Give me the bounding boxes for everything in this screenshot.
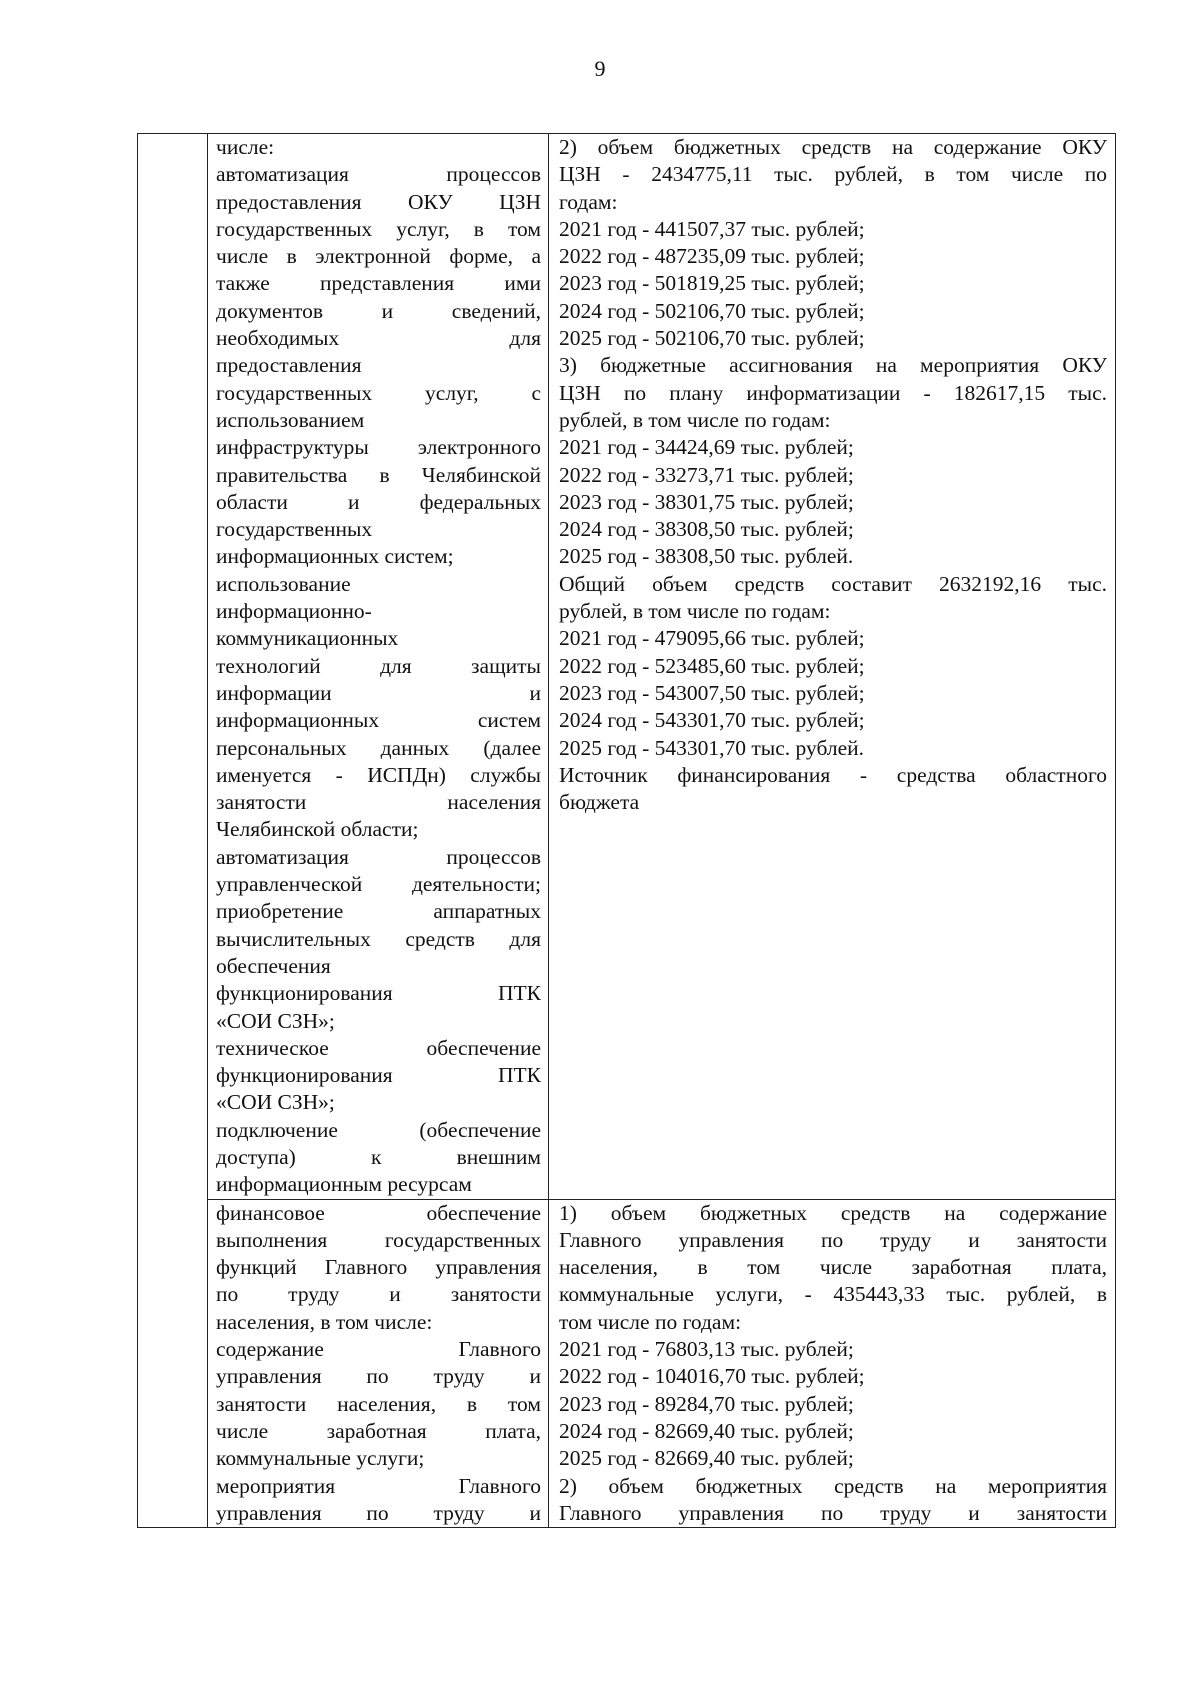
- text-line: населения, в том числе заработная плата,: [559, 1255, 1107, 1280]
- text-line: функционирования ПТК: [216, 1063, 541, 1088]
- text-line: информационным ресурсам: [216, 1172, 472, 1197]
- text-line: том числе по годам:: [559, 1309, 742, 1334]
- text-line: необходимых для: [216, 326, 541, 351]
- text-line: функционирования ПТК: [216, 981, 541, 1006]
- text-line: использованием: [216, 407, 365, 432]
- text-line: числе:: [216, 135, 275, 159]
- text-line: коммунальные услуги;: [216, 1446, 425, 1471]
- text-line: Главного управления по труду и занятости: [559, 1227, 1107, 1252]
- text-line: Общий объем средств составит 2632192,16 тыс.: [559, 571, 1107, 596]
- text-line: содержание Главного: [216, 1337, 541, 1362]
- text-line: Челябинской области;: [216, 817, 419, 842]
- text-line: 2024 год - 502106,70 тыс. рублей;: [559, 298, 865, 323]
- text-line: информации и: [216, 680, 541, 705]
- text-line: также представления ими: [216, 271, 541, 296]
- text-line: «СОИ СЗН»;: [216, 1090, 335, 1115]
- text-line: 2024 год - 543301,70 тыс. рублей;: [559, 708, 865, 733]
- text-line: 2022 год - 33273,71 тыс. рублей;: [559, 462, 854, 487]
- text-line: ЦЗН по плану информатизации - 182617,15 тыс.: [559, 380, 1107, 405]
- text-line: автоматизация процессов: [216, 162, 541, 187]
- text-line: информационных систем;: [216, 544, 454, 569]
- text-line: приобретение аппаратных: [216, 899, 541, 924]
- text-line: выполнения государственных: [216, 1227, 541, 1252]
- text-line: предоставления: [216, 353, 362, 378]
- text-line: 1) объем бюджетных средств на содержание: [559, 1200, 1107, 1225]
- text-line: вычислительных средств для: [216, 926, 541, 951]
- text-line: государственных: [216, 517, 373, 542]
- text-line: 2021 год - 76803,13 тыс. рублей;: [559, 1337, 854, 1362]
- text-line: «СОИ СЗН»;: [216, 1008, 335, 1033]
- text-line: ЦЗН - 2434775,11 тыс. рублей, в том числе по: [559, 162, 1107, 187]
- text-line: именуется - ИСПДн) службы: [216, 762, 541, 787]
- text-line: персональных данных (далее: [216, 735, 541, 760]
- text-line: числе в электронной форме, а: [216, 244, 541, 269]
- row2-left-cell: [208, 1199, 549, 1528]
- text-line: управленческой деятельности;: [216, 872, 541, 897]
- text-line: управления по труду и: [216, 1364, 541, 1389]
- text-line: 2021 год - 34424,69 тыс. рублей;: [559, 435, 854, 460]
- table-row: [138, 134, 1116, 1200]
- text-line: 2021 год - 441507,37 тыс. рублей;: [559, 216, 865, 241]
- text-line: 3) бюджетные ассигнования на мероприятия ОКУ: [559, 353, 1107, 378]
- text-line: Источник финансирования - средства областного: [559, 762, 1107, 787]
- text-line: населения, в том числе:: [216, 1309, 433, 1334]
- text-line: финансовое обеспечение: [216, 1200, 541, 1225]
- text-line: доступа) к внешним: [216, 1144, 541, 1169]
- text-line: управления по труду и: [216, 1500, 541, 1525]
- text-line: автоматизация процессов: [216, 844, 541, 869]
- text-line: 2021 год - 479095,66 тыс. рублей;: [559, 626, 865, 651]
- text-line: 2022 год - 104016,70 тыс. рублей;: [559, 1364, 865, 1389]
- text-line: предоставления ОКУ ЦЗН: [216, 189, 541, 214]
- text-line: бюджета: [559, 790, 640, 815]
- row1-right-cell: [549, 134, 1116, 1200]
- text-line: коммуникационных: [216, 626, 399, 651]
- text-line: государственных услуг, с: [216, 380, 541, 405]
- row2-right-cell: [549, 1199, 1116, 1528]
- text-line: информационных систем: [216, 708, 541, 733]
- text-line: 2025 год - 543301,70 тыс. рублей.: [559, 735, 865, 760]
- text-line: Главного управления по труду и занятости: [559, 1500, 1107, 1525]
- text-line: 2023 год - 501819,25 тыс. рублей;: [559, 271, 865, 296]
- text-line: 2023 год - 38301,75 тыс. рублей;: [559, 489, 854, 514]
- text-line: области и федеральных: [216, 489, 541, 514]
- text-line: использование: [216, 571, 351, 596]
- text-line: информационно-: [216, 599, 372, 624]
- text-line: правительства в Челябинской: [216, 462, 541, 487]
- empty-cell: [138, 134, 208, 1528]
- text-line: функций Главного управления: [216, 1255, 541, 1280]
- text-line: 2025 год - 38308,50 тыс. рублей.: [559, 544, 854, 569]
- program-table: [137, 133, 1116, 1528]
- text-line: подключение (обеспечение: [216, 1117, 541, 1142]
- text-line: 2023 год - 89284,70 тыс. рублей;: [559, 1391, 854, 1416]
- text-line: рублей, в том числе по годам:: [559, 407, 831, 432]
- text-line: рублей, в том числе по годам:: [559, 599, 831, 624]
- text-line: занятости населения, в том: [216, 1391, 541, 1416]
- text-line: числе заработная плата,: [216, 1418, 541, 1443]
- text-line: 2) объем бюджетных средств на содержание ОКУ: [559, 135, 1107, 159]
- text-line: 2022 год - 487235,09 тыс. рублей;: [559, 244, 865, 269]
- text-line: техническое обеспечение: [216, 1035, 541, 1060]
- text-line: 2024 год - 82669,40 тыс. рублей;: [559, 1418, 854, 1443]
- text-line: коммунальные услуги, - 435443,33 тыс. рублей, в: [559, 1282, 1107, 1307]
- text-line: 2024 год - 38308,50 тыс. рублей;: [559, 517, 854, 542]
- text-line: 2025 год - 502106,70 тыс. рублей;: [559, 326, 865, 351]
- text-line: по труду и занятости: [216, 1282, 541, 1307]
- page-number: 9: [594, 56, 606, 81]
- text-line: занятости населения: [216, 790, 541, 815]
- text-line: обеспечения: [216, 953, 331, 978]
- text-line: документов и сведений,: [216, 298, 541, 323]
- text-line: технологий для защиты: [216, 653, 541, 678]
- text-line: 2023 год - 543007,50 тыс. рублей;: [559, 680, 865, 705]
- text-line: 2022 год - 523485,60 тыс. рублей;: [559, 653, 865, 678]
- text-line: годам:: [559, 189, 618, 214]
- text-line: инфраструктуры электронного: [216, 435, 541, 460]
- text-line: 2) объем бюджетных средств на мероприятия: [559, 1473, 1107, 1498]
- row1-left-cell: [208, 134, 549, 1200]
- text-line: государственных услуг, в том: [216, 216, 541, 241]
- text-line: мероприятия Главного: [216, 1473, 541, 1498]
- text-line: 2025 год - 82669,40 тыс. рублей;: [559, 1446, 854, 1471]
- table-row: [138, 1199, 1116, 1528]
